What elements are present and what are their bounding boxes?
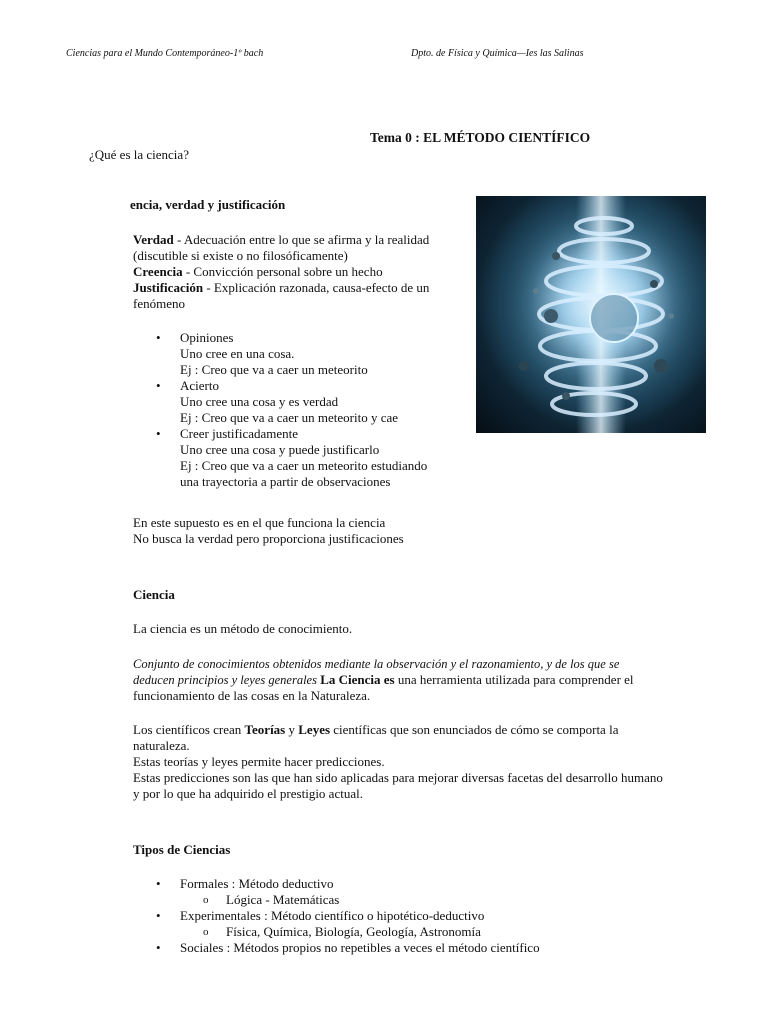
section-heading-verdad: encia, verdad y justificación: [130, 197, 286, 212]
bold-leyes: Leyes: [298, 722, 331, 737]
def-verdad: - Adecuación entre lo que se afirma y la realidad: [173, 232, 430, 247]
text-span: y: [285, 722, 299, 737]
list-item: [180, 876, 740, 908]
running-header-left: Ciencias para el Mundo Contemporáneo-1º bach: [66, 48, 264, 59]
teorias-paragraph: [133, 722, 733, 802]
list-item: [180, 330, 480, 378]
list-item-title: • Opiniones: [180, 330, 234, 345]
text-line: Estas teorías y leyes permite hacer predicciones.: [133, 754, 385, 769]
term-creencia: Creencia: [133, 264, 183, 279]
list-item-label: • Formales : Método deductivo: [180, 876, 334, 891]
italic-line: deducen principios y leyes generales: [133, 673, 317, 687]
list-item-example-cont: una trayectoria a partir de observaciones: [180, 474, 391, 489]
text-line: funcionamiento de las cosas en la Naturaleza.: [133, 688, 371, 703]
list-item-example: Ej : Creo que va a caer un meteorito: [180, 362, 368, 377]
closing-line: No busca la verdad pero proporciona justificaciones: [133, 531, 404, 546]
sub-list-item: o Física, Química, Biología, Geología, Astronomía: [226, 924, 740, 940]
bold-phrase: La Ciencia es: [316, 672, 395, 687]
text-span: Los científicos crean: [133, 722, 245, 737]
text-line: y por lo que ha adquirido el prestigio actual.: [133, 786, 363, 801]
text-line: naturaleza.: [133, 738, 190, 753]
science-spiral-photo: [476, 196, 706, 433]
belief-list: [180, 330, 480, 490]
list-item-title: • Creer justificadamente: [180, 426, 299, 441]
list-item-example: Ej : Creo que va a caer un meteorito estudiando: [180, 458, 428, 473]
list-item-label: • Experimentales : Método científico o hipotético-deductivo: [180, 908, 485, 923]
text-span: científicas que son enunciados de cómo se comporta la: [330, 722, 619, 737]
def-justificacion-cont: fenómeno: [133, 296, 185, 311]
spiral-illustration: [476, 196, 706, 433]
list-item-text: Uno cree en una cosa.: [180, 346, 295, 361]
list-item-title: • Acierto: [180, 378, 219, 393]
def-creencia: - Convicción personal sobre un hecho: [182, 264, 383, 279]
running-header-right: Dpto. de Física y Química—Ies las Salinas: [411, 48, 584, 59]
list-item-label: • Sociales : Métodos propios no repetibles a veces el método científico: [180, 940, 540, 955]
italic-line: Conjunto de conocimientos obtenidos mediante la observación y el razonamiento, y de los que se: [133, 657, 620, 671]
def-verdad-note: (discutible si existe o no filosóficamente): [133, 248, 348, 263]
section-heading-ciencia: Ciencia: [133, 587, 175, 602]
list-item-text: Uno cree una cosa y es verdad: [180, 394, 339, 409]
text-line: Estas predicciones son las que han sido aplicadas para mejorar diversas facetas del desarrollo humano: [133, 770, 663, 785]
sub-list-item: o Lógica - Matemáticas: [226, 892, 740, 908]
tipos-list: [180, 876, 740, 956]
ciencia-paragraph: [133, 656, 733, 704]
list-item: [180, 378, 480, 426]
intro-question: ¿Qué es la ciencia?: [89, 147, 189, 162]
list-item: [180, 940, 740, 956]
list-item: [180, 908, 740, 940]
list-item-example: Ej : Creo que va a caer un meteorito y cae: [180, 410, 399, 425]
term-verdad: Verdad: [133, 232, 174, 247]
closing-line: En este supuesto es en el que funciona la ciencia: [133, 515, 386, 530]
term-justificacion: Justificación: [133, 280, 204, 295]
text-span: una herramienta utilizada para comprender el: [394, 672, 634, 687]
page-title: Tema 0 : EL MÉTODO CIENTÍFICO: [370, 130, 591, 145]
list-item-text: Uno cree una cosa y puede justificarlo: [180, 442, 380, 457]
definitions-block: [133, 232, 473, 312]
ciencia-definition: La ciencia es un método de conocimiento.: [133, 621, 353, 636]
list-item: [180, 426, 480, 490]
closing-block: [133, 515, 404, 547]
def-justificacion: - Explicación razonada, causa-efecto de un: [203, 280, 430, 295]
section-heading-tipos: Tipos de Ciencias: [133, 842, 231, 857]
bold-teorias: Teorías: [244, 722, 286, 737]
